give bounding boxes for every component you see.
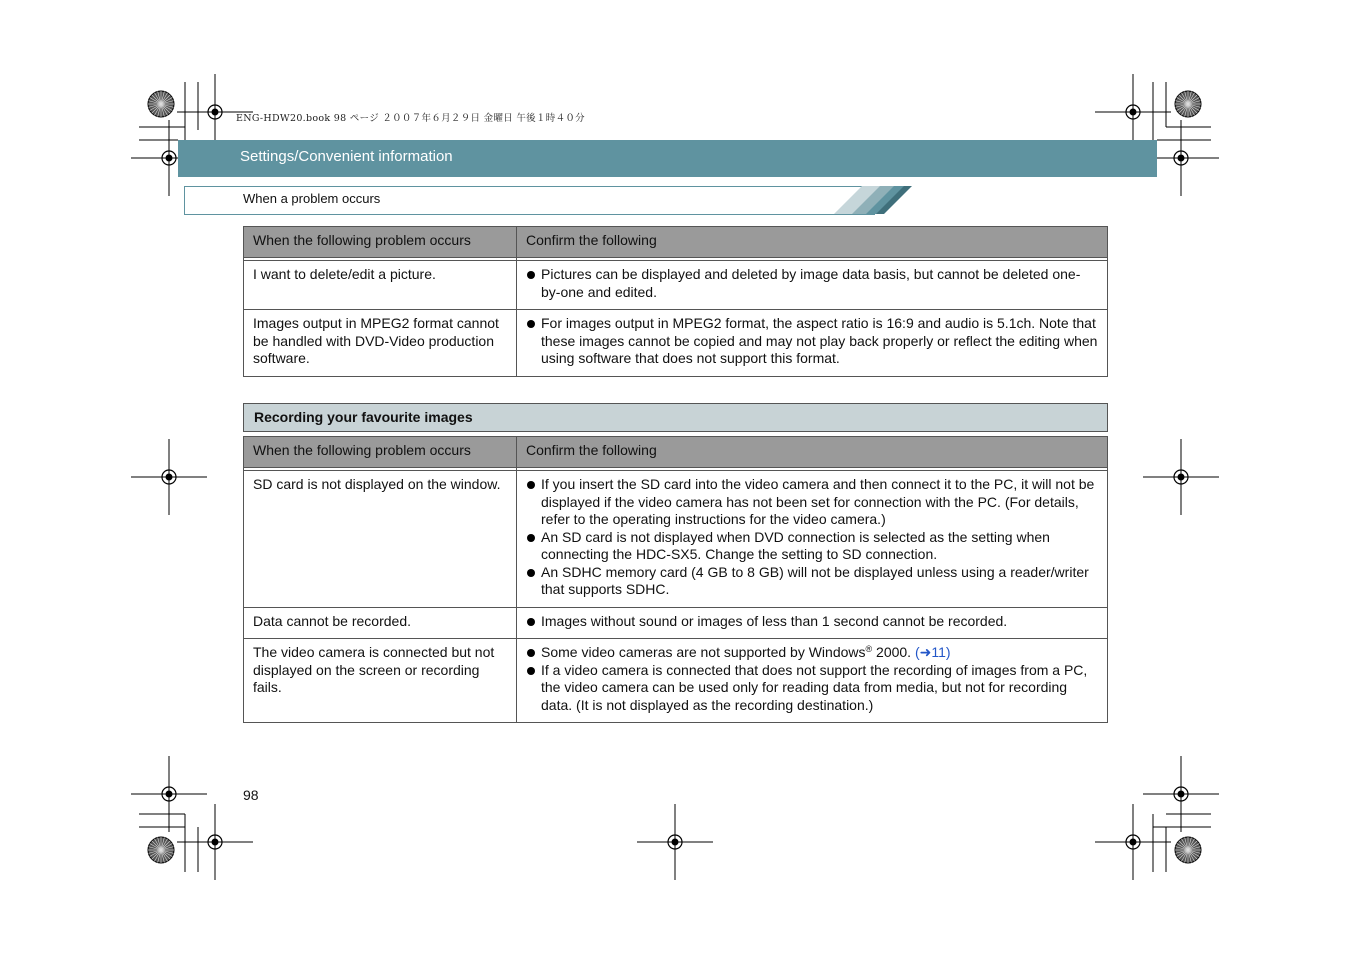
problem-cell: Images output in MPEG2 format cannot be handled with DVD-Video production software. <box>244 310 517 377</box>
recording-section-title-bar <box>243 403 1108 432</box>
solution-item: If you insert the SD card into the video camera and then connect it to the PC, it will not be displayed if the video camera has not been set for connection with the PC. (For details, refer to the operating instructions for the video camera.) <box>526 476 1098 529</box>
registration-mark <box>1095 74 1171 150</box>
page-number: 98 <box>243 787 259 803</box>
solution-item: An SDHC memory card (4 GB to 8 GB) will not be displayed unless using a reader/writer that supports SDHC. <box>526 564 1098 599</box>
color-wheel-mark <box>148 91 174 117</box>
solution-item <box>526 644 1098 662</box>
solution-cell <box>517 607 1108 639</box>
print-header: ENG-HDW20.book 98 ページ ２００７年６月２９日 金曜日 午後１時４０分 <box>236 113 585 124</box>
recording-section-title: Recording your favourite images <box>254 409 473 425</box>
solution-text: 2000. <box>872 644 915 660</box>
problem-cell: I want to delete/edit a picture. <box>244 261 517 310</box>
registration-mark <box>177 804 253 880</box>
registration-mark <box>1095 804 1171 880</box>
color-wheel-mark <box>1175 91 1201 117</box>
color-wheel-mark <box>1175 837 1201 863</box>
table-row <box>244 639 1108 723</box>
solution-cell <box>517 310 1108 377</box>
table-row <box>244 607 1108 639</box>
table-row <box>244 310 1108 377</box>
solution-text: Some video cameras are not supported by Windows <box>541 644 866 660</box>
problem-cell: SD card is not displayed on the window. <box>244 471 517 608</box>
solution-item: If a video camera is connected that does not support the recording of images from a PC, the video camera can be used only for reading data from media, but not for recording data. (It is not displayed as the recording destination.) <box>526 662 1098 715</box>
decorative-stripes <box>834 185 914 215</box>
problem-cell: The video camera is connected but not displayed on the screen or recording fails. <box>244 639 517 723</box>
column-header-problem: When the following problem occurs <box>244 437 517 468</box>
solution-cell <box>517 471 1108 608</box>
troubleshooting-table-recording <box>243 436 1108 723</box>
registration-mark <box>637 804 713 880</box>
registration-mark <box>131 439 207 515</box>
problem-cell: Data cannot be recorded. <box>244 607 517 639</box>
table-header-row <box>244 437 1108 468</box>
color-wheel-mark <box>148 837 174 863</box>
table-header-row <box>244 227 1108 258</box>
solution-cell <box>517 639 1108 723</box>
section-title: Settings/Convenient information <box>240 148 453 165</box>
troubleshooting-table-general <box>243 226 1108 377</box>
solution-cell <box>517 261 1108 310</box>
subheader-title: When a problem occurs <box>243 191 381 206</box>
column-header-confirm: Confirm the following <box>517 437 1108 468</box>
table-row <box>244 261 1108 310</box>
registered-mark: ® <box>865 644 873 654</box>
registration-mark <box>1143 439 1219 515</box>
column-header-problem: When the following problem occurs <box>244 227 517 258</box>
page-reference-link[interactable]: (➜11) <box>914 644 951 660</box>
subheader-box <box>184 186 875 215</box>
solution-item: Pictures can be displayed and deleted by image data basis, but cannot be deleted one-by-one and edited. <box>526 266 1098 301</box>
column-header-confirm: Confirm the following <box>517 227 1108 258</box>
section-header-bar <box>178 140 1157 177</box>
registration-mark <box>1143 756 1219 832</box>
solution-item: For images output in MPEG2 format, the aspect ratio is 16:9 and audio is 5.1ch. Note that these images cannot be copied and may not play back properly or reflect the editing when using software that does not support this format. <box>526 315 1098 368</box>
registration-mark <box>131 756 207 832</box>
solution-item: Images without sound or images of less than 1 second cannot be recorded. <box>526 613 1098 631</box>
table-row <box>244 471 1108 608</box>
solution-item: An SD card is not displayed when DVD connection is selected as the setting when connecting the HDC-SX5. Change the setting to SD connection. <box>526 529 1098 564</box>
